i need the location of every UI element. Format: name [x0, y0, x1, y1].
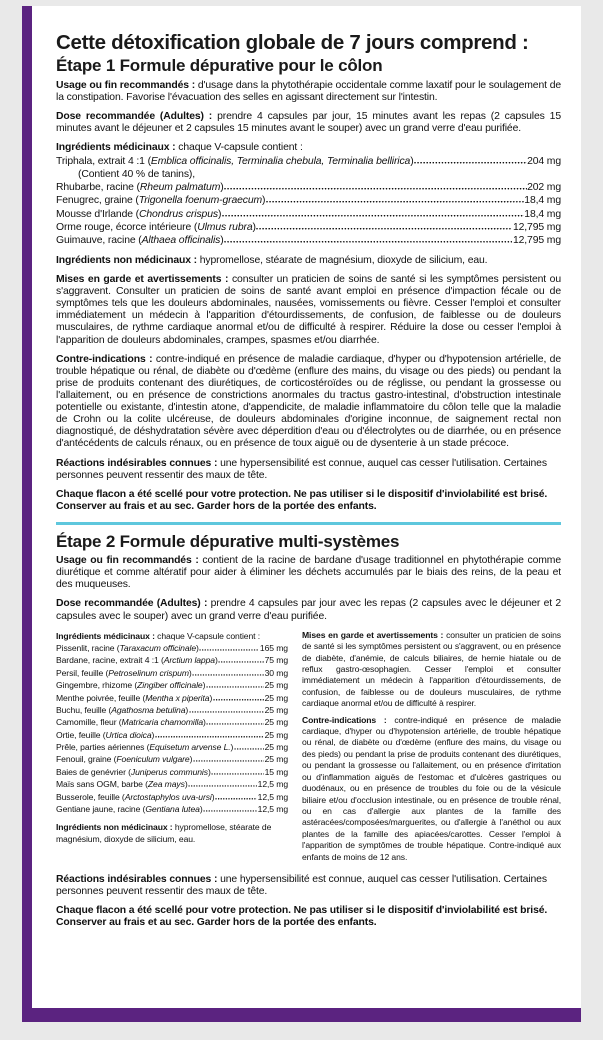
ingredient-row: [56, 181, 561, 194]
leader-dots: [218, 656, 264, 663]
ingredient-name: Menthe poivrée, feuille (Mentha x piperita): [56, 692, 213, 703]
leader-dots: [213, 693, 264, 700]
ingredient-row: [56, 155, 561, 168]
ingredient-latin-name: Chondrus crispus: [139, 208, 218, 220]
ingredient-name: Orme rouge, écorce intérieure (Ulmus rubra): [56, 221, 256, 233]
step2-heading: Étape 2 Formule dépurative multi-systèmes: [56, 531, 400, 551]
ingredient-latin-name: Emblica officinalis, Terminalia chebula, Terminalia bellirica: [150, 156, 411, 168]
step1-adverse-reactions: [56, 458, 561, 482]
leader-dots: [224, 235, 512, 244]
ingredient-amount: 25 mg: [264, 704, 288, 715]
ingredient-name: Camomille, fleur (Matricaria chamomilla): [56, 717, 206, 728]
ingredient-name: Persil, feuille (Petroselinum crispum): [56, 667, 192, 678]
step2-ingredient-list: [56, 642, 288, 815]
step1-medicinal-text: chaque V-capsule contient :: [175, 141, 303, 153]
step1-adverse-text: une hypersensibilité est connue, auquel cas cesser l'utilisation. Certaines personnes peuvent ressentir des maux de tête.: [56, 457, 547, 481]
leader-dots: [203, 805, 257, 812]
ingredient-row: [56, 642, 288, 654]
ingredient-amount: 25 mg: [264, 754, 288, 765]
ingredient-row: [56, 716, 288, 728]
leader-dots: [266, 194, 524, 203]
ingredient-latin-name: Arctium lappa: [163, 655, 215, 666]
ingredient-name: Gentiane jaune, racine (Gentiana lutea): [56, 803, 203, 814]
step2-warnings-text: consulter un praticien de soins de santé si les symptômes persistent ou s'aggravent, ou en présence de diabète, d'anémie, de calculs biliaires, de hernie hiatale ou de reflux gastro-œsophagien. Cesser l'emploi et consulter immédiatement un médecin à l'apparition d'étourdissements, de confusion, de faiblesse ou de douleurs musculaires, de rythme cardiaque anormal et/ou de difficulté à respirer.: [302, 629, 561, 709]
leader-dots: [199, 644, 259, 651]
ingredient-amount: 12,795 mg: [512, 221, 561, 233]
ingredient-latin-name: Althaea officinalis: [141, 235, 221, 247]
ingredient-name: Buchu, feuille (Agathosma betulina): [56, 704, 189, 715]
ingredient-name: Pissenlit, racine (Taraxacum officinale): [56, 643, 199, 654]
leader-dots: [222, 208, 524, 217]
leader-dots: [155, 730, 264, 737]
section-divider: [56, 522, 561, 525]
ingredient-name: Gingembre, rhizome (Zingiber officinale): [56, 680, 206, 691]
step1-medicinal-label: Ingrédients médicinaux :: [56, 141, 176, 153]
step2-medicinal-label: Ingrédients médicinaux :: [56, 630, 155, 641]
ingredient-latin-name: Rheum palmatum: [139, 181, 221, 193]
step1-adverse-label: Réactions indésirables connues :: [56, 457, 218, 469]
ingredient-amount: 12,5 mg: [257, 779, 288, 790]
step1-usage-label: Usage ou fin recommandés :: [56, 79, 196, 91]
ingredient-latin-name: Juniperus communis: [130, 766, 208, 777]
step2-contra-label: Contre-indications :: [302, 714, 387, 725]
step1-nonmedicinal-label: Ingrédients non médicinaux :: [56, 254, 197, 266]
ingredient-amount: 75 mg: [264, 655, 288, 666]
step2-adverse-text: une hypersensibilité est connue, auquel cas cesser l'utilisation. Certaines personnes peuvent ressentir des maux de tête.: [56, 874, 547, 898]
step2-dose-label: Dose recommandée (Adultes) :: [56, 598, 208, 610]
leader-dots: [211, 768, 264, 775]
ingredient-row: [56, 729, 288, 741]
label-panel: [32, 6, 581, 1008]
leader-dots: [189, 706, 264, 713]
step1-ingredient-list: [56, 155, 561, 248]
step2-adverse-reactions: [56, 874, 561, 898]
ingredient-amount: 25 mg: [264, 717, 288, 728]
ingredient-row: [56, 753, 288, 765]
step1-usage-text: d'usage dans la phytothérapie occidentale comme laxatif pour le soulagement de la constipation. Favorise l'évacuation des selles en agissant directement sur l'intestin.: [56, 79, 562, 103]
step2-contraindications: [302, 715, 561, 863]
ingredient-latin-name: Equisetum arvense L.: [149, 742, 231, 753]
step2-usage-text: contient de la racine de bardane d'usage traditionnel en phytothérapie comme diurétique et comme altératif pour aider à éliminer les déchets accumulés par le biais des reins, de la peau et des muqueuses.: [56, 555, 561, 591]
leader-dots: [256, 221, 512, 230]
step1-nonmedicinal-text: hypromellose, stéarate de magnésium, dioxyde de silicium, eau.: [196, 254, 488, 266]
ingredient-name: Fenouil, graine (Foeniculum vulgare): [56, 754, 193, 765]
step2-warnings-column: [302, 630, 561, 868]
ingredient-row: [56, 208, 561, 221]
ingredient-row: [56, 235, 561, 248]
ingredient-name: Bardane, racine, extrait 4 :1 (Arctium lappa): [56, 655, 218, 666]
step1-medicinal-header: [56, 142, 561, 154]
ingredient-row: [56, 704, 288, 716]
ingredient-latin-name: Zingiber officinale: [137, 680, 203, 691]
ingredient-row: [56, 194, 561, 207]
step1-warnings: [56, 274, 561, 347]
step2-seal-notice: Chaque flacon a été scellé pour votre protection. Ne pas utiliser si le dispositif d'inviolabilité est brisé. Conserver au frais et au sec. Garder hors de la portée des enfants.: [56, 905, 548, 929]
ingredient-name: Busserole, feuille (Arctostaphylos uva-ursi): [56, 791, 215, 802]
ingredient-name: Baies de genévrier (Juniperus communis): [56, 766, 211, 777]
page-title: Cette détoxification globale de 7 jours comprend :: [56, 31, 529, 54]
ingredient-row: [56, 221, 561, 234]
ingredient-row: [56, 766, 288, 778]
label-purple-frame: [22, 6, 581, 1022]
step1-seal-notice: Chaque flacon a été scellé pour votre protection. Ne pas utiliser si le dispositif d'inviolabilité est brisé. Conserver au frais et au sec. Garder hors de la portée des enfants.: [56, 488, 548, 512]
step2-two-column-area: [56, 630, 561, 868]
ingredient-name: Prêle, parties aériennes (Equisetum arvense L.): [56, 742, 234, 753]
ingredient-amount: 18,4 mg: [524, 208, 561, 220]
step2-nonmedicinal: [56, 822, 288, 845]
ingredient-latin-name: Mentha x piperita: [145, 692, 210, 703]
ingredient-row: [56, 803, 288, 815]
step1-contra-label: Contre-indications :: [56, 353, 153, 365]
leader-dots: [215, 792, 257, 799]
step2-adverse-label: Réactions indésirables connues :: [56, 874, 218, 886]
leader-dots: [234, 743, 264, 750]
ingredient-row: [56, 679, 288, 691]
step2-warnings-label: Mises en garde et avertissements :: [302, 629, 444, 640]
ingredient-amount: 165 mg: [259, 643, 288, 654]
ingredient-name: Mousse d'Irlande (Chondrus crispus): [56, 208, 222, 220]
ingredient-amount: 12,795 mg: [512, 235, 561, 247]
step2-medicinal-header: [56, 630, 288, 642]
step1-dose: [56, 111, 561, 135]
leader-dots: [206, 718, 264, 725]
leader-dots: [414, 155, 526, 164]
ingredient-latin-name: Ulmus rubra: [197, 221, 253, 233]
step2-warnings: [302, 630, 561, 710]
ingredient-row: [56, 741, 288, 753]
ingredient-latin-name: Gentiana lutea: [145, 803, 200, 814]
step2-usage: [56, 555, 561, 591]
step1-dose-label: Dose recommandée (Adultes) :: [56, 110, 213, 122]
ingredient-amount: 204 mg: [527, 156, 561, 168]
ingredient-name: Triphala, extrait 4 :1 (Emblica officinalis, Terminalia chebula, Terminalia bellirica): [56, 156, 414, 168]
ingredient-name: Maïs sans OGM, barbe (Zea mays): [56, 779, 188, 790]
ingredient-name: Ortie, feuille (Urtica dioica): [56, 729, 155, 740]
ingredient-latin-name: Urtica dioica: [105, 729, 152, 740]
step2-nonmedicinal-label: Ingrédients non médicinaux :: [56, 822, 173, 833]
ingredient-row: [56, 791, 288, 803]
step1-heading: Étape 1 Formule dépurative pour le côlon: [56, 55, 383, 75]
step1-warnings-label: Mises en garde et avertissements :: [56, 274, 229, 286]
step2-nonmedicinal-text: hypromellose, stéarate de magnésium, dioxyde de silicium, eau.: [56, 822, 272, 844]
ingredient-amount: 12,5 mg: [257, 791, 288, 802]
leader-dots: [193, 755, 264, 762]
ingredient-row: [56, 778, 288, 790]
step2-ingredients-column: [56, 630, 288, 868]
step2-dose: [56, 598, 561, 622]
ingredient-amount: 15 mg: [264, 766, 288, 777]
ingredient-row: [56, 692, 288, 704]
ingredient-subnote: (Contient 40 % de tanins),: [78, 168, 196, 180]
ingredient-amount: 18,4 mg: [524, 195, 561, 207]
ingredient-latin-name: Petroselinum crispum: [108, 667, 189, 678]
ingredient-row: [56, 654, 288, 666]
step1-contraindications: [56, 354, 561, 451]
ingredient-latin-name: Agathosma betulina: [111, 704, 186, 715]
ingredient-name: Guimauve, racine (Althaea officinalis): [56, 235, 224, 247]
step2-medicinal-text: chaque V-capsule contient :: [154, 630, 261, 641]
step1-usage: [56, 80, 561, 104]
step1-dose-text: prendre 4 capsules par jour, 15 minutes avant les repas (2 capsules 15 minutes avant le déjeuner et 2 capsules 15 minutes avant le souper) avec un grand verre d'eau purifiée.: [56, 110, 561, 134]
step1-contra-text: contre-indiqué en présence de maladie cardiaque, d'hyper ou d'hypotension artérielle, de trouble hépatique ou rénal, de diabète ou d'œdème (enflure des mains, du visage ou des pieds) ou pendant la prise de produits contenant des diurétiques, de corticostéroïdes ou de réglisse, ou pendant la grossesse ou l'allaitement, ou en présence de constrictions anormales du tractus gastro-intestinal, d'obstruction intestinale potentielle ou existante, d'intestin atone, d'appendicite, de maladie inflammatoire du côlon telle que la maladie de Crohn ou la colite ulcéreuse, de douleurs abdominales d'origine inconnue, de saignement rectal non diagnostiqué, de déshydratation sévère avec déperdition d'eau ou d'électrolytes ou de diarrhée, ou en présence d'antécédents de calculs rénaux, ou en présence de toux aiguë ou de dysenterie à un stade précoce.: [56, 353, 561, 450]
ingredient-latin-name: Trigonella foenum-graecum: [138, 195, 263, 207]
ingredient-amount: 30 mg: [264, 667, 288, 678]
ingredient-amount: 25 mg: [264, 729, 288, 740]
ingredient-name: Fenugrec, graine (Trigonella foenum-graecum): [56, 195, 266, 207]
leader-dots: [192, 669, 264, 676]
step2-contra-text: contre-indiqué en présence de maladie cardiaque, d'hyper ou d'hypotension artérielle, de trouble hépatique ou rénal, de diabète ou d'œdème (enflure des mains, du visage ou des pieds) ou pendant la prise de produits contenant des diurétiques, ou pendant la grossesse ou l'allaitement, ou en présence d'irritation ou d'inflammation aiguës de l'estomac et d'ulcères gastriques ou duodénaux, ou en présence de troubles du foie ou de la vésicule biliaire et/ou d'occlusion intestinale, ou en présence de trouble rénal, ou en cas d'allergie aux plantes de la famille des astéracées/composées/marguerites, ou d'allergie à l'anéthol ou aux plantes de la famille des apiacées/carottes. Cesser l'emploi à l'apparition de symptômes de trouble hépatique. Contre-indiqué aux enfants de moins de 12 ans.: [302, 714, 561, 862]
ingredient-latin-name: Taraxacum officinale: [119, 643, 197, 654]
ingredient-amount: 202 mg: [527, 181, 561, 193]
ingredient-amount: 25 mg: [264, 742, 288, 753]
ingredient-amount: 25 mg: [264, 680, 288, 691]
ingredient-latin-name: Arctostaphylos uva-ursi: [124, 791, 212, 802]
leader-dots: [188, 780, 257, 787]
leader-dots: [224, 181, 526, 190]
ingredient-latin-name: Matricaria chamomilla: [121, 717, 204, 728]
leader-dots: [206, 681, 264, 688]
ingredient-row: [56, 667, 288, 679]
ingredient-latin-name: Foeniculum vulgare: [116, 754, 190, 765]
ingredient-amount: 25 mg: [264, 692, 288, 703]
ingredient-amount: 12,5 mg: [257, 803, 288, 814]
step2-dose-text: prendre 4 capsules par jour avec les repas (2 capsules avec le déjeuner et 2 capsules avec le souper) avec un grand verre d'eau purifiée.: [56, 598, 561, 622]
ingredient-name: Rhubarbe, racine (Rheum palmatum): [56, 181, 224, 193]
step1-warnings-text: consulter un praticien de soins de santé si les symptômes persistent ou s'aggravent. Consulter un praticien de soins de santé avant emploi en présence d'impaction fécale ou de symptômes tels que les douleurs abdominales, nausées, vomissements ou fièvre. Cesser l'emploi et consulter immédiatement un médecin à l'apparition d'étourdissements, de confusion, de faiblesse ou de douleurs musculaires, de rythme cardiaque anormal et/ou de difficulté à respirer. Réduire la dose ou cesser l'emploi à l'apparition de douleurs abdominales, crampes, spasmes et/ou diarrhée.: [56, 274, 561, 346]
ingredient-latin-name: Zea mays: [147, 779, 185, 790]
step2-usage-label: Usage ou fin recommandés :: [56, 555, 199, 567]
step1-nonmedicinal: [56, 255, 561, 267]
